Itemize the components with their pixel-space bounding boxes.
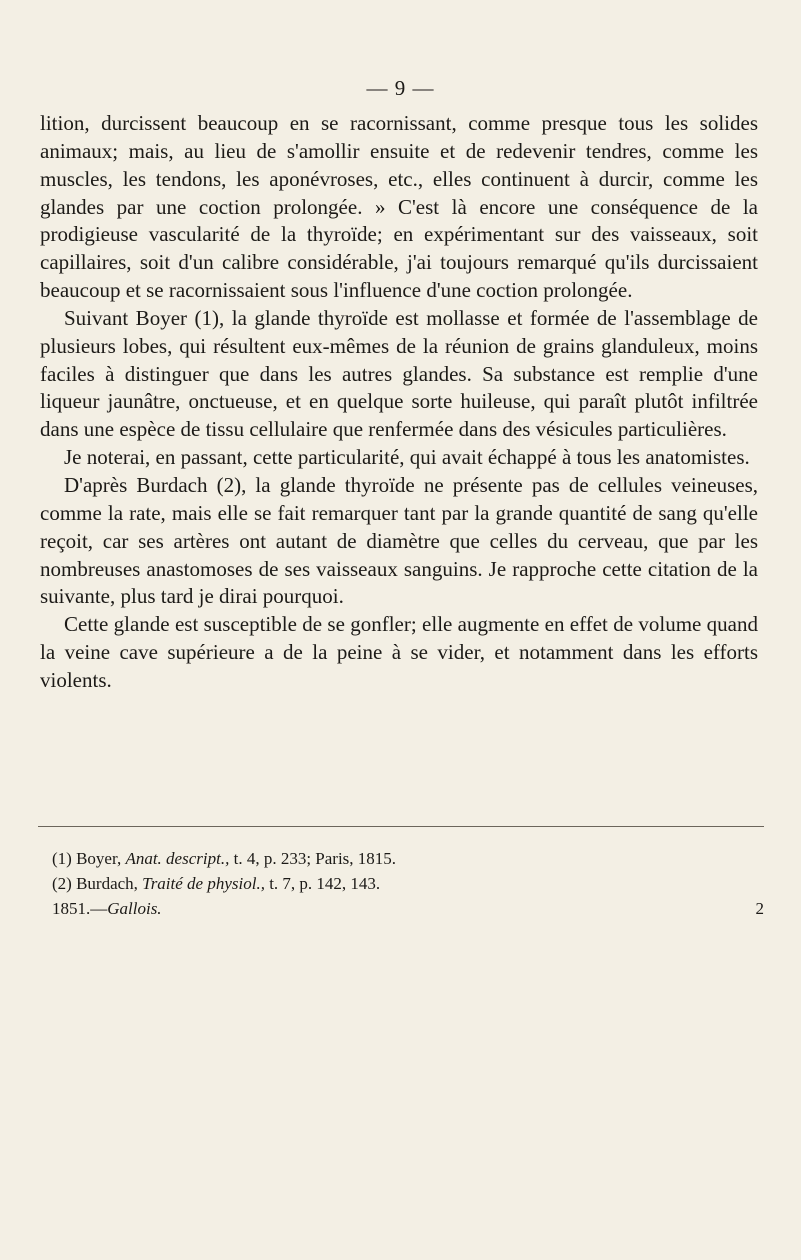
page-number: — 9 — xyxy=(366,76,435,100)
footnote-separator xyxy=(38,826,764,827)
signature-dash: — xyxy=(90,899,108,918)
paragraph: D'après Burdach (2), la glande thyroïde ne présente pas de cellules veineuses, comme la rate, mais elle se fait remarquer tant par la grande quantité de sang qu'elle reçoit, car ses artères ont autant de diamètre que celles du cerveau, que par les nombreuses anastomoses de ses vaisseaux sanguins. Je rapproche cette citation de la suivante, plus tard je dirai pourquoi. xyxy=(40,472,758,609)
footnote-author: Boyer, xyxy=(76,849,122,868)
sheet-number: 2 xyxy=(755,899,764,918)
paragraph: Je noterai, en passant, cette particularité, qui avait échappé à tous les anatomistes. xyxy=(64,445,750,470)
paragraph: lition, durcissent beaucoup en se racornissant, comme presque tous les solides animaux; mais, au lieu de s'amollir ensuite et de redevenir tendres, comme les muscles, les tendons, les aponévroses, etc., elles continuent à durcir, comme les glandes par une coction prolongée. » C'est là encore une conséquence de la prodigieuse vascularité de la thyroïde; en expérimentant sur des vaisseaux, soit capillaires, soit d'un calibre considérable, j'ai toujours remarqué qu'ils durcissaient beaucoup et se racornissaient sous l'influence d'une coction prolongée. xyxy=(40,111,758,303)
printer-signature xyxy=(52,896,162,921)
body-text xyxy=(40,110,758,695)
paragraph: Suivant Boyer (1), la glande thyroïde est mollasse et formée de l'assemblage de plusieurs lobes, qui résultent eux-mêmes de la réunion de grains glanduleux, moins faciles à distinguer que dans les autres glandes. Sa substance est remplie d'une liqueur jaunâtre, onctueuse, et en quelque sorte huileuse, qui paraît plutôt infiltrée dans une espèce de tissu cellulaire que renfermée dans des vésicules particulières. xyxy=(40,305,758,442)
footnote xyxy=(52,846,764,871)
footnote xyxy=(52,871,764,896)
footnote-reference: t. 4, p. 233; Paris, 1815. xyxy=(233,849,397,868)
footnote-title: Traité de physiol., xyxy=(142,874,265,893)
footnote-mark: (1) xyxy=(52,849,72,868)
footnote-reference: t. 7, p. 142, 143. xyxy=(269,874,381,893)
footnotes xyxy=(52,846,764,921)
signature-line xyxy=(52,896,764,921)
signature-name: Gallois. xyxy=(107,899,162,918)
footnote-mark: (2) xyxy=(52,874,72,893)
footnote-title: Anat. descript., xyxy=(125,849,230,868)
paragraph: Cette glande est susceptible de se gonfler; elle augmente en effet de volume quand la veine cave supérieure a de la peine à se vider, et notamment dans les efforts violents. xyxy=(40,612,758,692)
signature-year: 1851. xyxy=(52,899,91,918)
footnote-author: Burdach, xyxy=(76,874,138,893)
